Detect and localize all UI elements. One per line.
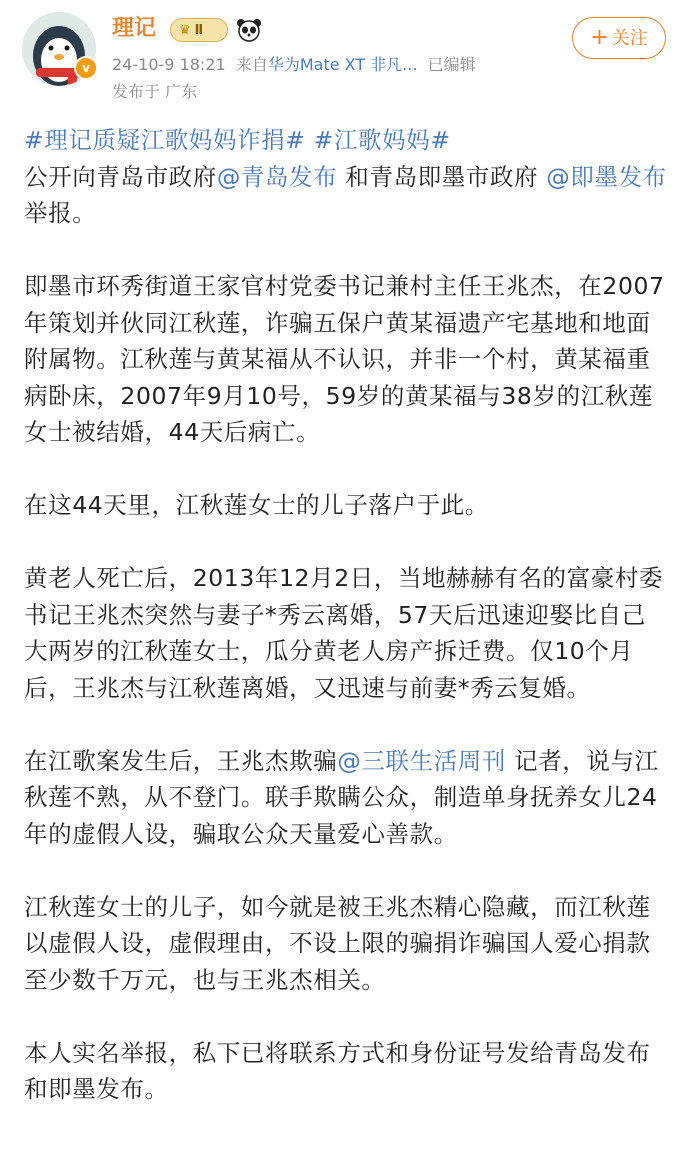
post-header (0, 0, 690, 112)
paragraph (24, 159, 669, 232)
crown-icon: ♛ (179, 23, 191, 38)
verified-badge-icon: v (74, 56, 98, 80)
hashtag-link[interactable]: #理记质疑江歌妈妈诈捐# (24, 126, 306, 154)
mention-link[interactable]: @即墨发布 (546, 162, 667, 191)
post-date: 24-10-9 18:21 (112, 55, 226, 74)
paragraph: 在这44天里，江秋莲女士的儿子落户于此。 (24, 491, 489, 519)
paragraph (24, 743, 669, 853)
paragraph: 江秋莲女士的儿子，如今就是被王兆杰精心隐藏，而江秋莲以虚假人设，虚假理由，不设上限的骗捐诈骗国人爱心捐款至少数千万元，也与王兆杰相关。 (24, 892, 651, 994)
post-meta (112, 54, 476, 76)
post-hashtags (24, 122, 669, 159)
paragraph: 黄老人死亡后，2013年12月2日，当地赫赫有名的富豪村委书记王兆杰突然与妻子*秀云离婚，57天后迅速迎娶比自己大两岁的江秋莲女士，瓜分黄老人房产拆迁费。仅10个月后，王兆杰与江秋莲离婚，又迅速与前妻*秀云复婚。 (24, 564, 664, 702)
text-span: 公开向青岛市政府 (24, 162, 217, 191)
follow-label: 关注 (611, 28, 648, 49)
paragraph: 即墨市环秀街道王家官村党委书记兼村主任王兆杰，在2007年策划并伙同江秋莲，诈骗五保户黄某福遗产宅基地和地面附属物。江秋莲与黄某福从不认识，并非一个村，黄某福重病卧床，2007年9月10号，59岁的黄某福与38岁的江秋莲女士被结婚，44天后病亡。 (24, 272, 665, 446)
source-prefix: 来自 (235, 55, 268, 74)
username[interactable]: 理记 (112, 16, 157, 41)
level-badge[interactable] (170, 18, 228, 42)
follow-button[interactable] (572, 17, 666, 59)
edited-label[interactable]: 已编辑 (427, 55, 476, 74)
post-location: 发布于 广东 (112, 82, 198, 101)
paragraph: 本人实名举报，私下已将联系方式和身份证号发给青岛发布和即墨发布。 (24, 1038, 651, 1103)
text-span: 记者，说与江秋莲不熟，从不登门。联手欺瞒公众，制造单身抚养女儿24年的虚假人设，骗取公众天量爱心善款。 (24, 746, 659, 848)
post-content (24, 122, 669, 1108)
hashtag-link[interactable]: #江歌妈妈# (313, 126, 451, 154)
mention-link[interactable]: @三联生活周刊 (337, 746, 507, 775)
plus-icon: + (590, 25, 609, 50)
device-link[interactable]: 华为Mate XT 非凡... (267, 55, 418, 74)
text-span: 和青岛即墨市政府 (345, 162, 539, 191)
panda-icon (236, 18, 262, 42)
text-span: 在江歌案发生后，王兆杰欺骗 (24, 746, 338, 775)
mention-link[interactable]: @青岛发布 (216, 162, 338, 191)
text-span: 举报。 (24, 199, 97, 227)
level-number: Ⅱ (194, 23, 204, 38)
